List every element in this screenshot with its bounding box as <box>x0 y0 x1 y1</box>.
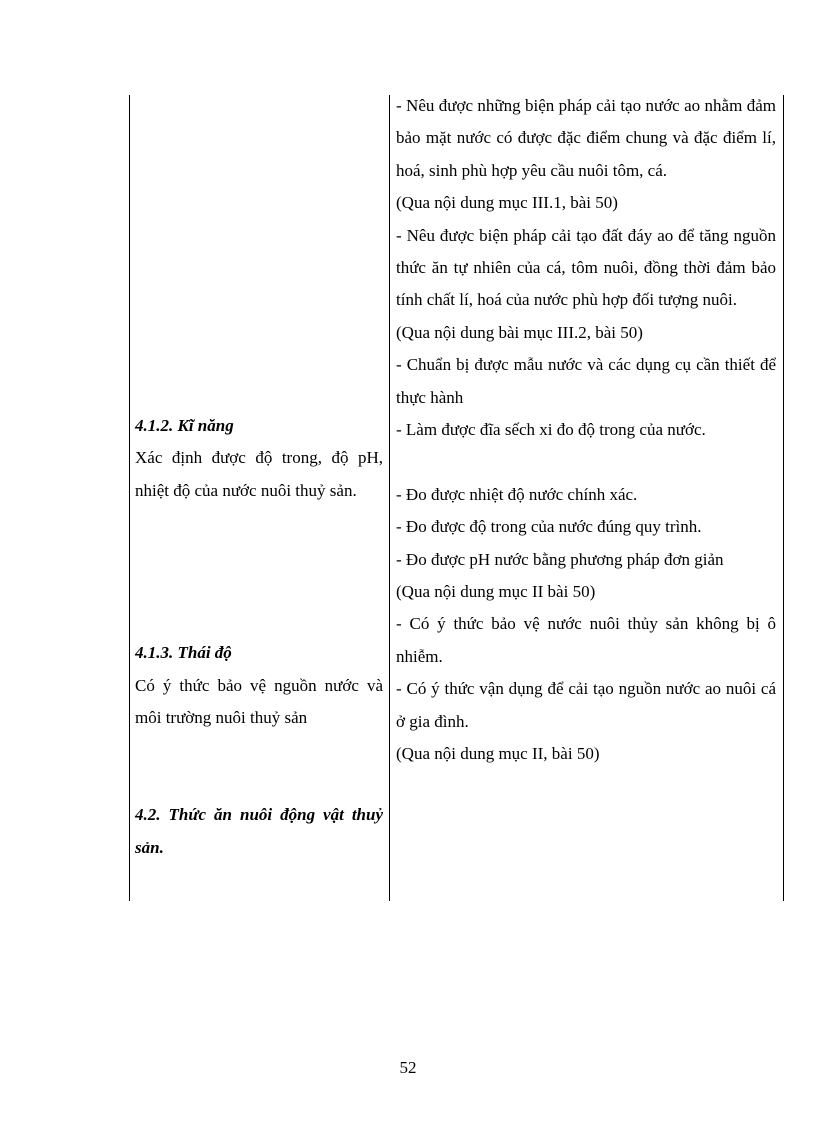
requirement-text: - Có ý thức bảo vệ nước nuôi thủy sản không bị ô nhiễm. <box>396 614 776 666</box>
requirement-text: - Có ý thức vận dụng để cải tạo nguồn nước ao nuôi cá ở gia đình. <box>396 679 776 731</box>
skills-objective-text: Xác định được độ trong, độ pH, nhiệt độ của nước nuôi thuỷ sản. <box>135 448 383 500</box>
table-left-border <box>129 95 130 901</box>
table-right-column <box>396 90 776 771</box>
reference-text: (Qua nội dung bài mục III.2, bài 50) <box>396 322 643 342</box>
reference-text: (Qua nội dung mục III.1, bài 50) <box>396 193 618 213</box>
spacer <box>135 734 383 799</box>
requirement-text: - Đo được độ trong của nước đúng quy trình. <box>396 517 702 537</box>
requirement-text: - Đo được nhiệt độ nước chính xác. <box>396 484 638 504</box>
requirement-text: - Đo được pH nước bằng phương pháp đơn giản <box>396 549 724 569</box>
table-left-column <box>135 410 383 864</box>
spacer <box>396 446 776 478</box>
section-heading-feed: 4.2. Thức ăn nuôi động vật thuỷ sản. <box>135 805 383 857</box>
section-heading-skills: 4.1.2. Kĩ năng <box>135 416 234 435</box>
page-number: 52 <box>399 1058 417 1077</box>
requirement-text: - Chuẩn bị được mẫu nước và các dụng cụ cần thiết để thực hành <box>396 355 776 407</box>
requirement-text: - Nêu được biện pháp cải tạo đất đáy ao để tăng nguồn thức ăn tự nhiên của cá, tôm nuôi, đồng thời đảm bảo tính chất lí, hoá của nước phù hợp đối tượng nuôi. <box>396 225 776 310</box>
requirement-text: - Nêu được những biện pháp cải tạo nước ao nhằm đảm bảo mặt nước có được đặc điểm chung và đặc điểm lí, hoá, sinh phù hợp yêu cầu nuôi tôm, cá. <box>396 96 776 180</box>
attitude-objective-text: Có ý thức bảo vệ nguồn nước và môi trường nuôi thuỷ sản <box>135 675 383 728</box>
requirement-text: - Làm được đĩa sếch xi đo độ trong của nước. <box>396 420 706 440</box>
table-right-border <box>783 95 784 901</box>
table-column-divider <box>389 95 390 901</box>
spacer <box>135 507 383 637</box>
section-heading-attitude: 4.1.3. Thái độ <box>135 643 232 663</box>
reference-text: (Qua nội dung mục II bài 50) <box>396 582 596 602</box>
reference-text: (Qua nội dung mục II, bài 50) <box>396 744 600 764</box>
